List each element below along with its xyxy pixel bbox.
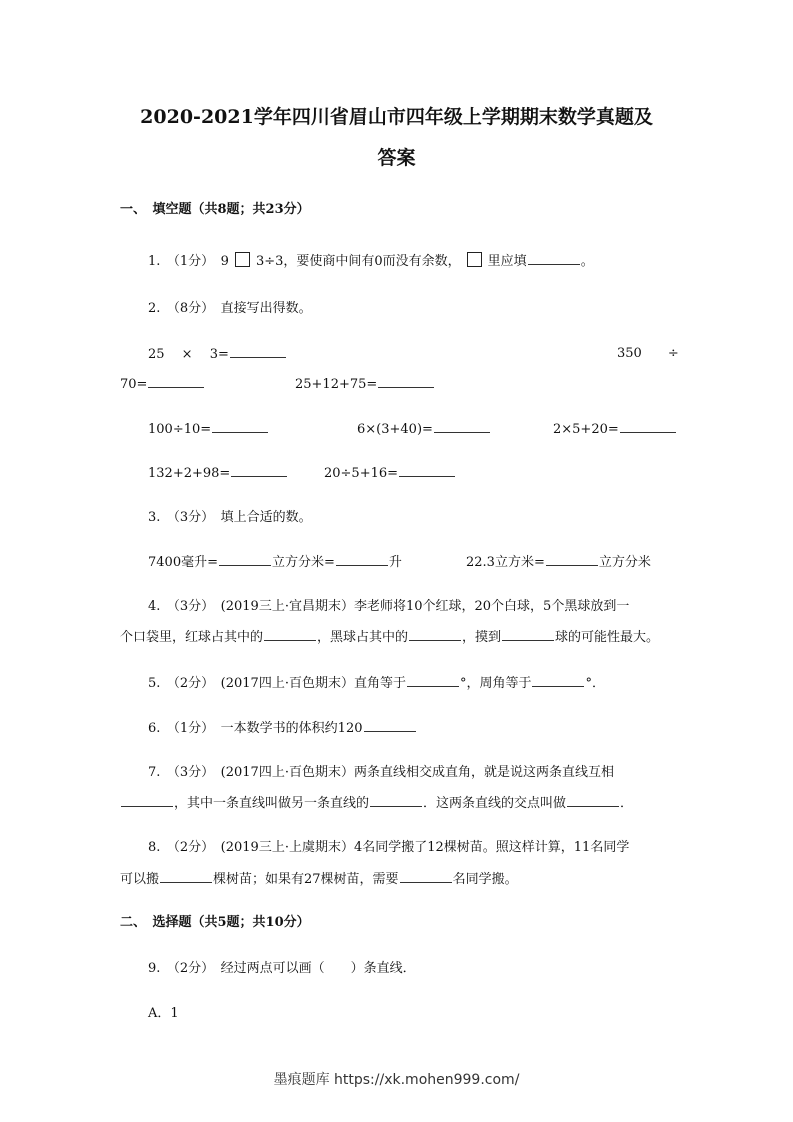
q1-text-c: 里应填 <box>487 254 527 269</box>
q2-item-350div70: 70= <box>120 377 148 392</box>
q7-text-b: ，其中一条直线叫做另一条直线的 <box>174 796 370 811</box>
q2-item-100div10: 100÷10= <box>148 422 212 437</box>
section-heading-fill-blank: 一、 填空题（共8题；共23分） <box>120 202 310 217</box>
q4-text-e: 球的可能性最大。 <box>555 630 660 645</box>
q3-text-c: 升 <box>388 555 402 570</box>
answer-blank[interactable] <box>160 870 212 883</box>
q7-text-c: ．这两条直线的交点叫做 <box>423 796 567 811</box>
answer-blank[interactable] <box>148 375 204 388</box>
question-7-line2 <box>120 794 633 813</box>
page-title-line2: 答案 <box>377 147 416 169</box>
question-8-line2 <box>120 870 518 889</box>
question-5 <box>148 674 605 693</box>
q2-row2-right <box>295 375 435 394</box>
answer-blank[interactable] <box>364 719 416 732</box>
q9-option-a[interactable]: A．1 <box>148 1006 179 1021</box>
q8-text-d: 名同学搬。 <box>452 872 518 887</box>
q5-text-a: 5. （2分） (2017四上·百色期末）直角等于 <box>148 676 406 691</box>
q3-text-d: 22.3立方米= <box>466 555 545 570</box>
q3-text-a: 7400毫升= <box>148 555 218 570</box>
question-4-line2 <box>120 628 659 647</box>
question-9: 9. （2分） 经过两点可以画（ ）条直线． <box>148 961 416 976</box>
q5-text-c: °． <box>585 676 605 691</box>
q2-row1-right: 350 ÷ <box>617 346 679 361</box>
answer-blank[interactable] <box>370 794 422 807</box>
question-7-line1: 7. （3分） (2017四上·百色期末）两条直线相交成直角，就是说这两条直线互相 <box>148 765 614 780</box>
q1-text-d: 。 <box>580 254 594 269</box>
question-3: 3. （3分） 填上合适的数。 <box>148 510 312 525</box>
q4-text-c: ，黑球占其中的 <box>317 630 409 645</box>
answer-blank[interactable] <box>567 794 619 807</box>
answer-blank[interactable] <box>378 375 434 388</box>
q3-text-e: 立方分米 <box>598 555 651 570</box>
question-8-line1: 8. （2分） (2019三上·上虞期末）4名同学搬了12棵树苗。照这样计算，11名同学 <box>148 840 630 855</box>
empty-box-icon <box>467 252 482 267</box>
answer-blank[interactable] <box>409 628 461 641</box>
footer-watermark: 墨痕题库 https://xk.mohen999.com/ <box>273 1072 520 1088</box>
q4-text-b: 个口袋里，红球占其中的 <box>120 630 264 645</box>
q3-row-right <box>466 553 651 572</box>
q2-row4-col1 <box>148 464 288 483</box>
q1-text-b: 3÷3，要使商中间有0而没有余数， <box>255 254 461 269</box>
answer-blank[interactable] <box>264 628 316 641</box>
empty-box-icon <box>235 252 250 267</box>
q2-item-6x: 6×(3+40)= <box>357 422 433 437</box>
answer-blank[interactable] <box>336 553 388 566</box>
question-4-line1: 4. （3分） (2019三上·宜昌期末）李老师将10个红球，20个白球，5个黑球放到一 <box>148 599 630 614</box>
answer-blank[interactable] <box>434 420 490 433</box>
q2-row3-col1 <box>148 420 269 439</box>
q2-item-sum: 25+12+75= <box>295 377 378 392</box>
answer-blank[interactable] <box>546 553 598 566</box>
section-heading-choice: 二、 选择题（共5题；共10分） <box>120 915 310 930</box>
q2-item-25x3: 25 × 3= <box>148 347 229 362</box>
q6-text-a: 6. （1分） 一本数学书的体积约120 <box>148 721 363 736</box>
answer-blank[interactable] <box>620 420 676 433</box>
q7-text-d: ． <box>620 796 634 811</box>
answer-blank[interactable] <box>219 553 271 566</box>
q4-text-d: ，摸到 <box>462 630 502 645</box>
answer-blank[interactable] <box>532 674 584 687</box>
page-title-line1: 2020-2021学年四川省眉山市四年级上学期期末数学真题及 <box>140 106 653 128</box>
q2-row2-left <box>120 375 205 394</box>
q8-text-b: 可以搬 <box>120 872 160 887</box>
question-6 <box>148 719 417 738</box>
q1-text-a: 1. （1分） 9 <box>148 254 229 269</box>
question-2: 2. （8分） 直接写出得数。 <box>148 301 312 316</box>
q2-row4-col2 <box>324 464 456 483</box>
q8-text-c: 棵树苗；如果有27棵树苗，需要 <box>213 872 399 887</box>
q3-row <box>148 553 402 572</box>
q2-row3-col2 <box>357 420 491 439</box>
answer-blank[interactable] <box>502 628 554 641</box>
q2-row1-left <box>148 345 287 364</box>
answer-blank[interactable] <box>400 870 452 883</box>
answer-blank[interactable] <box>212 420 268 433</box>
q2-item-2x5: 2×5+20= <box>553 422 619 437</box>
answer-blank[interactable] <box>399 464 455 477</box>
q2-item-132: 132+2+98= <box>148 466 231 481</box>
q5-text-b: °，周角等于 <box>459 676 532 691</box>
answer-blank[interactable] <box>121 794 173 807</box>
answer-blank[interactable] <box>407 674 459 687</box>
q3-text-b: 立方分米= <box>271 555 335 570</box>
answer-blank[interactable] <box>231 464 287 477</box>
answer-blank[interactable] <box>230 345 286 358</box>
q2-row3-col3 <box>553 420 677 439</box>
question-1 <box>148 252 594 271</box>
q2-item-20div5: 20÷5+16= <box>324 466 399 481</box>
answer-blank[interactable] <box>528 252 580 265</box>
